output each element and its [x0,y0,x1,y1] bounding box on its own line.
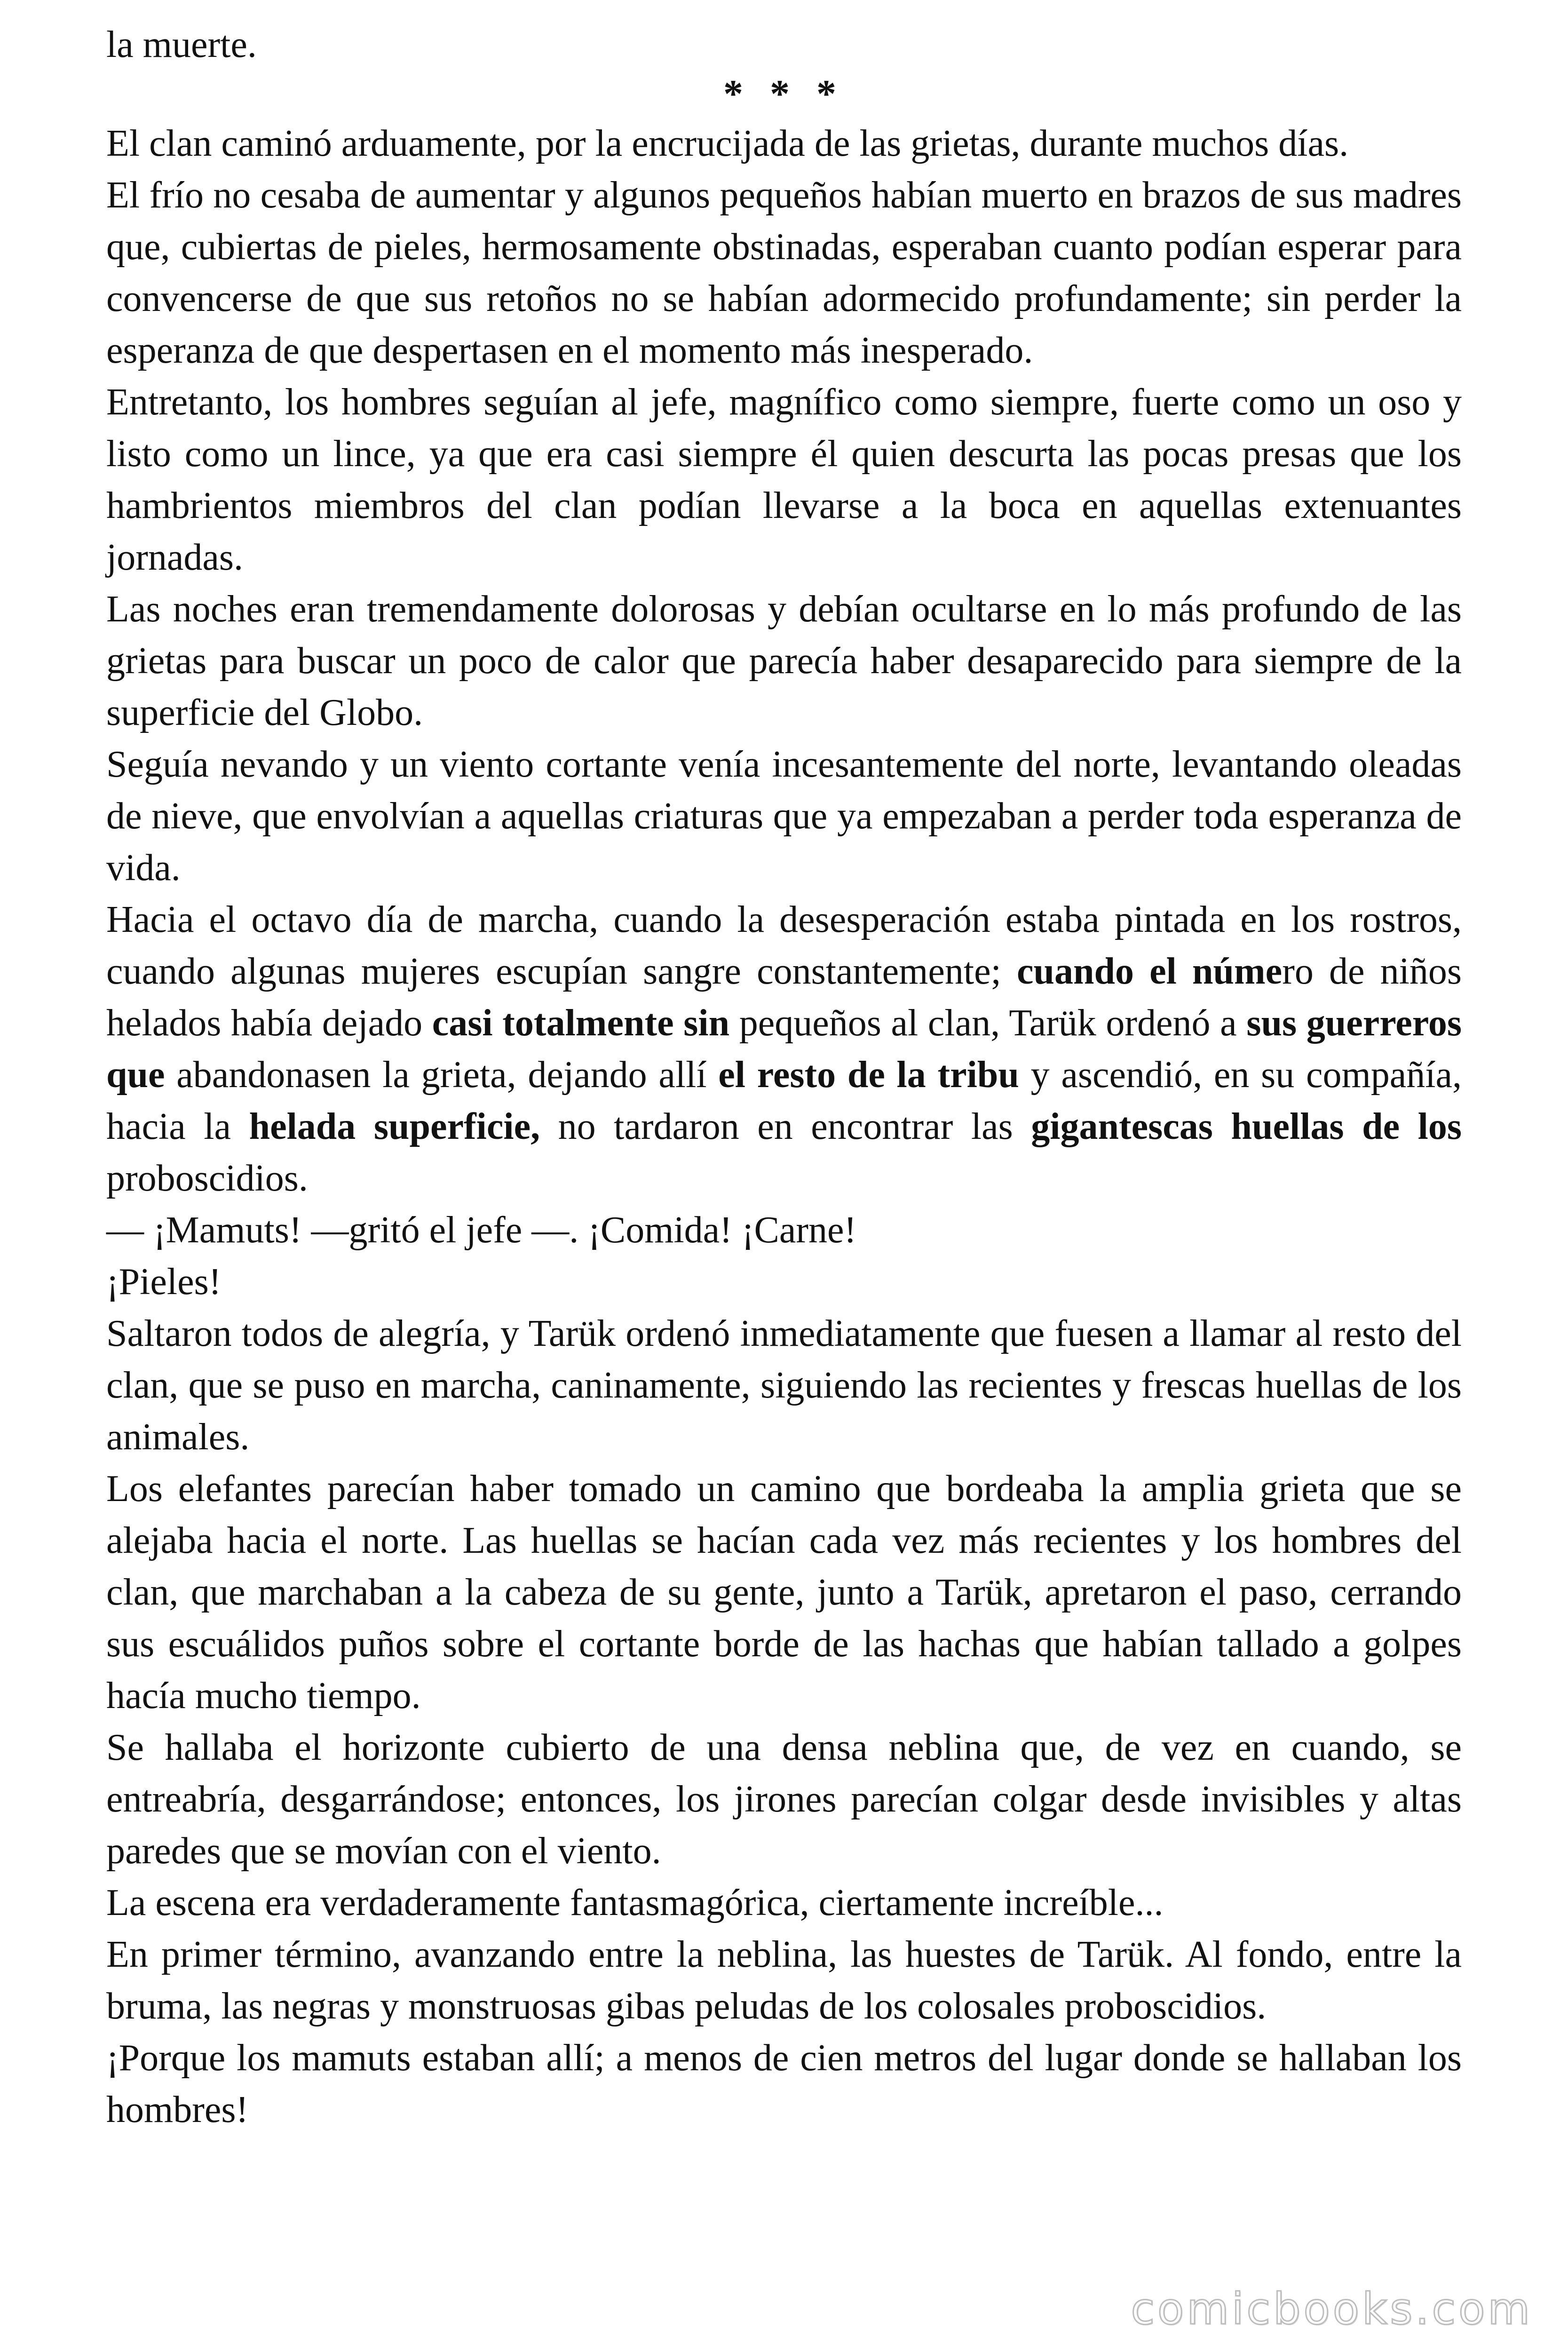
paragraph [106,1722,1462,1877]
text-segment: En primer término, avanzando entre la neblina, las huestes de Tarük. Al fondo, entre la bruma, las negras y monstruosas gibas peludas de los colosales proboscidios. [106,1934,1462,2027]
text-segment: El clan caminó arduamente, por la encrucijada de las grietas, durante muchos días. [106,123,1349,164]
paragraph [106,2032,1462,2136]
watermark-logo: comicbooks.com [1131,2284,1533,2334]
bold-text-segment: casi totalmente sin [432,1002,730,1044]
paragraph [106,894,1462,1204]
text-segment: Seguía nevando y un viento cortante venía incesantemente del norte, levantando oleadas de nieve, que envolvían a aquellas criaturas que ya empezaban a perder toda esperanza de vida. [106,744,1462,889]
paragraph [106,1877,1462,1929]
bold-text-segment: gigantescas huellas de los [1031,1106,1462,1147]
bold-text-segment: cuando el núme [1017,951,1283,992]
paragraph [106,169,1462,376]
text-segment: Los elefantes parecían haber tomado un camino que bordeaba la amplia grieta que se alejaba hacia el norte. Las huellas se hacían cada vez más recientes y los hombres del clan, que marchaban a la cabeza de su gente, junto a Tarük, apretaron el paso, cerrando sus escuálidos puños sobre el cortante borde de las hachas que habían tallado a golpes hacía mucho tiempo. [106,1468,1462,1716]
paragraph [106,376,1462,583]
document-page [106,19,1462,2136]
text-segment: El frío no cesaba de aumentar y algunos pequeños habían muerto en brazos de sus madres que, cubiertas de pieles, hermosamente obstinadas, esperaban cuanto podían esperar para convencerse de que sus retoños no se habían adormecido profundamente; sin perder la esperanza de que despertasen en el momento más inesperado. [106,175,1462,371]
bold-text-segment: el resto de la tribu [718,1054,1019,1096]
paragraph [106,1204,1462,1256]
text-segment: no tardaron en encontrar las [540,1106,1031,1147]
paragraph-list [106,118,1462,2136]
text-segment: pequeños al clan, Tarük ordenó a [729,1002,1247,1044]
text-segment: — ¡Mamuts! —gritó el jefe —. ¡Comida! ¡Carne! [106,1209,857,1251]
section-separator: * * * [723,72,845,116]
paragraph [106,583,1462,739]
bold-text-segment: sus guerreros que [106,1002,1462,1096]
paragraph [106,1308,1462,1463]
text-segment: ro de niños helados había dejado [106,951,1462,1044]
text-segment: Saltaron todos de alegría, y Tarük ordenó inmediatamente que fuesen a llamar al resto del clan, que se puso en marcha, caninamente, siguiendo las recientes y frescas huellas de los animales. [106,1313,1462,1458]
text-segment: La escena era verdaderamente fantasmagórica, ciertamente increíble... [106,1882,1164,1923]
text-segment: proboscidios. [106,1158,308,1199]
text-segment: abandonasen la grieta, dejando allí [165,1054,719,1096]
text-segment: Se hallaba el horizonte cubierto de una densa neblina que, de vez en cuando, se entreabría, desgarrándose; entonces, los jirones parecían colgar desde invisibles y altas paredes que se movían con el viento. [106,1727,1462,1872]
paragraph [106,118,1462,169]
paragraph [106,1256,1462,1308]
text-segment: ¡Porque los mamuts estaban allí; a menos de cien metros del lugar donde se hallaban los hombres! [106,2037,1462,2130]
text-segment: Las noches eran tremendamente dolorosas y debían ocultarse en lo más profundo de las grietas para buscar un poco de calor que parecía haber desaparecido para siempre de la superficie del Globo. [106,588,1462,733]
text-segment: ¡Pieles! [106,1261,222,1303]
opening-line: la muerte. [106,24,257,65]
bold-text-segment: helada superficie, [249,1106,540,1147]
paragraph [106,1929,1462,2032]
paragraph [106,739,1462,894]
text-segment: Hacia el octavo día de marcha, cuando la desesperación estaba pintada en los rostros, cuando algunas mujeres escupían sangre constantemente; [106,899,1462,992]
text-segment: Entretanto, los hombres seguían al jefe, magnífico como siempre, fuerte como un oso y listo como un lince, ya que era casi siempre él quien descurta las pocas presas que los hambrientos miembros del clan podían llevarse a la boca en aquellas extenuantes jornadas. [106,381,1462,578]
paragraph [106,1463,1462,1722]
text-segment: y ascendió, en su compañía, hacia la [106,1054,1462,1147]
